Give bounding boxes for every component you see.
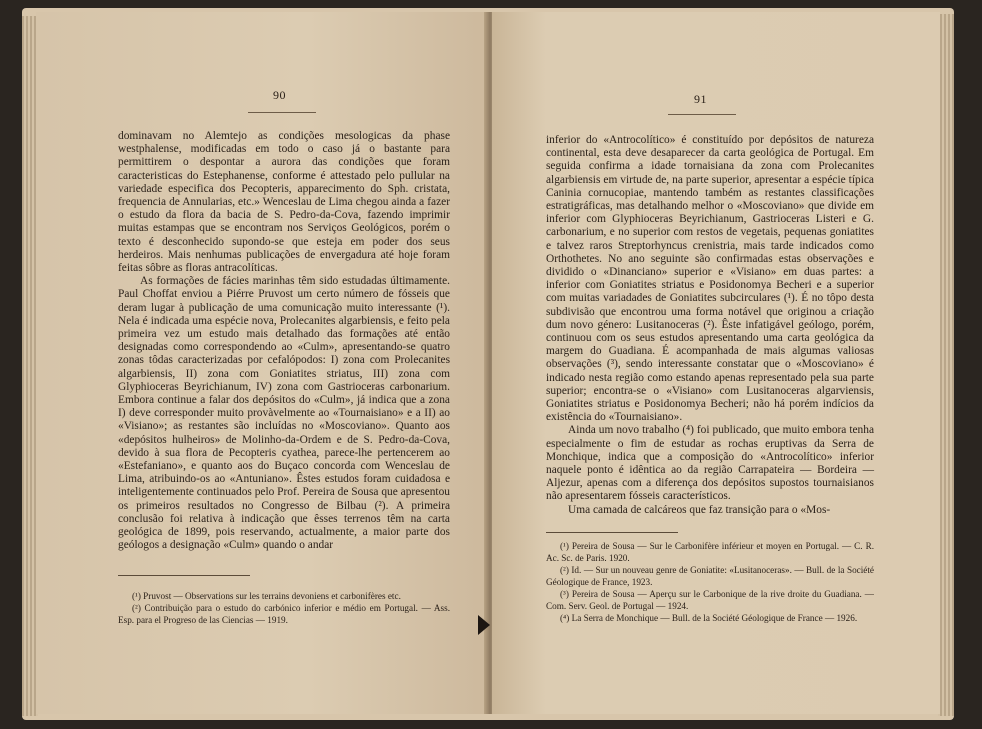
right-body-text: [546, 134, 874, 517]
right-footnotes: [546, 540, 874, 624]
footnote-rule-left: [118, 575, 250, 576]
footnote: (³) Pereira de Sousa — Aperçu sur le Carbonique de la rive droite du Guadiana. — Com. Serv. Geol. de Portugal — 1924.: [546, 589, 874, 611]
footnote-rule-right: [546, 532, 678, 533]
page-number-right: 91: [694, 92, 707, 106]
arrow-marker-icon: [478, 615, 490, 635]
left-page: [36, 12, 488, 714]
page-edges-right: [938, 14, 954, 716]
footnote: (²) Contribuição para o estudo do carbónico inferior e médio em Portugal. — Ass. Esp. para el Progreso de las Ciencias — 1919.: [118, 603, 450, 625]
page-number-left: 90: [273, 88, 286, 102]
paragraph: inferior do «Antrocolítico» é constituído por depósitos de natureza continental, esta deve desaparecer da carta geológica de Portugal. Em seguida confirma a idade tornaisiana da zona com Prolecanites algarbiensis em virtude de, na parte superior, apresentar a espécie típica Caninia cornucopiae, mantendo também as restantes classificações estratigráficas, mas detalhando melhor o «Moscoviano» que divide em inferior com Glyphioceras Beyrichianum, Gastrioceras Listeri e G. carbonarium, e no superior com restos de vegetais, pequenas goniatites e talvez raros Streptorhyncus crenistria, mais tarde indicados como Orthothetes. No ano seguinte são confirmadas estas observações e dividido o «Dinanciano» superior e «Visiano» em duas partes: a inferior com Goniatites striatus e Posidonomya Becheri e a superior com muitas variadades de Goniatites subcirculares (¹). É no tôpo desta subdivisão que encontrou uma forma notável que originou a criação dum novo género: Lusitanoceras (²). Êste infatigável geólogo, porém, continuou com os seus estudos apresentando uma carta geológica da margem do Guadiana. É acompanhada de mais algumas valiosas observações (³), sendo interessante constatar que o «Moscoviano» é indicado nesta região como estando apenas representado pela sua parte superior; encontra-se o «Visiano» com Lusitanoceras algarviensis, Goniatites striatus e Posidonomya Becheri; não há porém indícios da existência do «Tournaisiano».: [546, 134, 874, 424]
page-number-rule-right: [668, 114, 736, 115]
left-footnotes: [118, 590, 450, 626]
page-number-rule-left: [248, 112, 316, 113]
paragraph: dominavam no Alemtejo as condições mesologicas da phase westphalense, modificadas em todo o caso já o bastante para permittirem o despontar a aurora das condições que foram caracteristicas do Estephanense, conforme é attestado pelo pullular na variedade especifica dos Pecopteris, apparecimento do Sph. cristata, frequencia de Annularias, etc.» Wenceslau de Lima chegou ainda a fazer o estudo da flora da bacia de S. Pedro-da-Cova, fazendo imprimir muitas estampas que se encontram nos Serviços Geológicos, porém o texto é desconhecido supondo-se que esteja em poder dos seus herdeiros. Mais nenhumas publicações de envergadura até hoje foram feitas sôbre as floras antracolíticas.: [118, 130, 450, 275]
footnote: (²) Id. — Sur un nouveau genre de Goniatite: «Lusitanoceras». — Bull. de la Société Géologique de France, 1923.: [546, 565, 874, 587]
right-page: [492, 12, 940, 714]
footnote: (¹) Pereira de Sousa — Sur le Carbonifère inférieur et moyen en Portugal. — C. R. Ac. Sc. de Paris. 1920.: [546, 541, 874, 563]
left-body-text: [118, 130, 450, 553]
paragraph: Ainda um novo trabalho (⁴) foi publicado, que muito embora tenha especialmente o fim de estudar as rochas eruptivas da Serra de Monchique, indica que a composição do «Antrocolítico» inferior naquele ponto é idêntica ao da região Carrapateira — Bordeira — Aljezur, apenas com a diferença dos depósitos supostos tournaisianos não apresentarem fósseis característicos.: [546, 424, 874, 503]
footnote: (⁴) La Serra de Monchique — Bull. de la Société Géologique de France — 1926.: [560, 613, 858, 623]
paragraph: Uma camada de calcáreos que faz transição para o «Mos-: [568, 503, 831, 516]
paragraph: As formações de fácies marinhas têm sido estudadas últimamente. Paul Choffat enviou a Piérre Pruvost um certo número de fósseis que deram lugar à publicação de uma comunicação muito interessante (¹). Nela é indicada uma espécie nova, Prolecanites algarbiensis, e feito pela primeira vez um estudo mais detalhado das formações até então designadas como correspondendo ao «Culm», apresentando-se quatro zonas tôdas caracterizadas por cefalópodos: I) zona com Prolecanites algarbiensis, II) zona com Goniatites striatus, III) zona com Glyphioceras Beyrichianum, IV) zona com Gastrioceras carbonarium. Embora continue a falar dos depósitos do «Culm», já indica que a zona I) deve corresponder muito provàvelmente ao «Tournaisiano» e a II) ao «Visiano»; as restantes são incluídas no «Moscoviano». Quanto aos «depósitos hulheiros» de Molinho-da-Ordem e de S. Pedro-da-Cova, devido à sua flora de Pecopteris cyathea, parece-lhe pertencerem ao «Estefaniano», e quanto aos do Buçaco concorda com Wenceslau de Lima, atribuindo-os ao «Antuniano». Êstes estudos foram cuidadosa e inteligentemente continuados pelo Prof. Pereira de Sousa que apresentou os primeiros resultados no Congresso de Bilbau (²). A primeira conclusão foi relativa à indicação que êsses terrenos têm na carta geológica de 1899, pois reservando, actualmente, a maior parte dos geólogos a designação «Culm» quando o andar: [118, 275, 450, 552]
footnote: (¹) Pruvost — Observations sur les terrains devoniens et carbonifères etc.: [132, 591, 401, 601]
